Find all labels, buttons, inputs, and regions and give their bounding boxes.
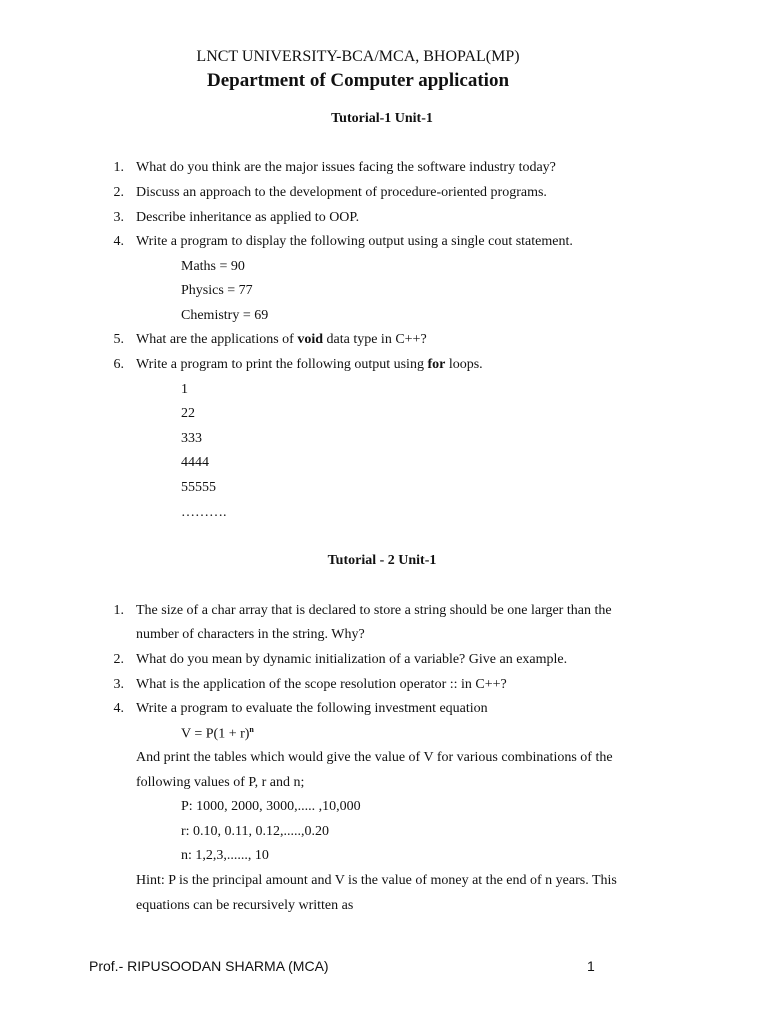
t2-q2-text: What do you mean by dynamic initialization of a variable? Give an example. (136, 652, 568, 667)
page-number: 1 (587, 958, 595, 974)
t1-q5-keyword: void (297, 332, 324, 347)
t1-q4-number: 4. (113, 234, 124, 249)
t2-q1-number: 1. (113, 603, 124, 618)
t1-q5-text (136, 332, 427, 348)
hint-text-cont: equations can be recursively written as (136, 898, 354, 913)
t1-q6-output-line: 55555 (181, 480, 216, 495)
t1-q6-text-post: loops. (445, 357, 483, 372)
values-p: P: 1000, 2000, 3000,..... ,10,000 (181, 799, 361, 814)
university-header: LNCT UNIVERSITY-BCA/MCA, BHOPAL(MP) (196, 48, 520, 65)
t2-q4-text-cont: following values of P, r and n; (136, 775, 305, 790)
t1-q6-number: 6. (113, 357, 124, 372)
t2-q3-number: 3. (113, 677, 124, 692)
t2-q2-number: 2. (113, 652, 124, 667)
t1-q6-keyword: for (427, 357, 446, 372)
t1-q4-output-line: Physics = 77 (181, 283, 253, 298)
tutorial-1-title: Tutorial-1 Unit-1 (331, 111, 433, 126)
t1-q6-output-line: 333 (181, 431, 202, 446)
t2-q4-text-cont: And print the tables which would give the value of V for various combinations of the (136, 750, 613, 765)
t2-q1-text: The size of a char array that is declared to store a string should be one larger than the (136, 603, 612, 618)
department-title: Department of Computer application (206, 70, 510, 91)
t1-q3-text: Describe inheritance as applied to OOP. (136, 210, 360, 225)
t2-q4-number: 4. (113, 701, 124, 716)
equation-exponent: n (249, 725, 254, 734)
equation-base: V = P(1 + r) (181, 726, 250, 742)
t1-q6-text (136, 357, 483, 373)
t1-q4-text: Write a program to display the following output using a single cout statement. (136, 234, 573, 249)
t1-q6-output-line: ………. (181, 505, 227, 520)
t2-q3-text: What is the application of the scope resolution operator :: in C++? (136, 677, 507, 692)
t1-q1-number: 1. (113, 160, 124, 175)
t1-q5-text-post: data type in C++? (323, 332, 427, 347)
t2-q1-text-cont: number of characters in the string. Why? (136, 627, 365, 642)
t1-q6-output-line: 4444 (181, 455, 209, 470)
t1-q6-text-pre: Write a program to print the following output using (136, 357, 428, 372)
t1-q4-output-line: Chemistry = 69 (181, 308, 269, 323)
t1-q4-output-line: Maths = 90 (181, 259, 245, 274)
values-n: n: 1,2,3,......, 10 (181, 848, 269, 863)
tutorial-2-title: Tutorial - 2 Unit-1 (327, 553, 437, 568)
t2-q4-text: Write a program to evaluate the following investment equation (136, 701, 488, 716)
t1-q6-output-line: 1 (181, 382, 188, 397)
t1-q2-text: Discuss an approach to the development of procedure-oriented programs. (136, 185, 547, 200)
investment-equation (181, 725, 254, 743)
t1-q5-number: 5. (113, 332, 124, 347)
t1-q2-number: 2. (113, 185, 124, 200)
values-r: r: 0.10, 0.11, 0.12,.....,0.20 (181, 824, 330, 839)
hint-text: Hint: P is the principal amount and V is the value of money at the end of n years. This (136, 873, 617, 888)
t1-q6-output-line: 22 (181, 406, 195, 421)
t1-q1-text: What do you think are the major issues facing the software industry today? (136, 160, 556, 175)
t1-q3-number: 3. (113, 210, 124, 225)
footer-author: Prof.- RIPUSOODAN SHARMA (MCA) (89, 958, 329, 974)
t1-q5-text-pre: What are the applications of (136, 332, 298, 347)
